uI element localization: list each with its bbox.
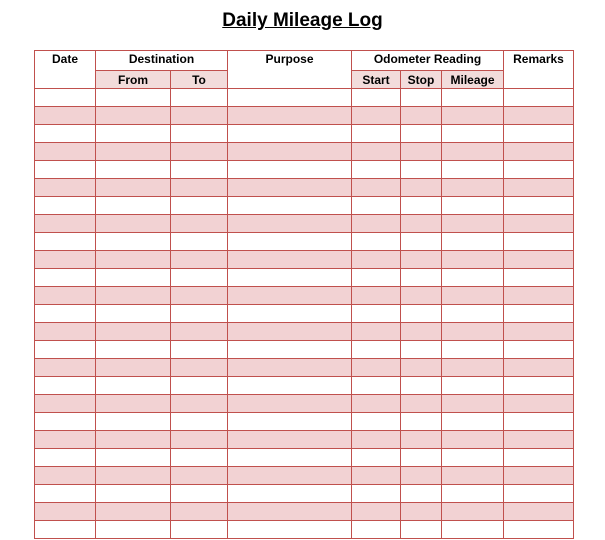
stop-cell[interactable] (401, 431, 442, 449)
mileage-cell[interactable] (442, 251, 504, 269)
to-cell[interactable] (171, 431, 228, 449)
start-cell[interactable] (352, 521, 401, 539)
start-cell[interactable] (352, 215, 401, 233)
to-cell[interactable] (171, 521, 228, 539)
log-body (35, 89, 574, 539)
to-cell[interactable] (171, 179, 228, 197)
stop-cell[interactable] (401, 467, 442, 485)
from-cell[interactable] (96, 467, 171, 485)
start-cell[interactable] (352, 89, 401, 107)
table-row (35, 125, 574, 143)
mileage-cell[interactable] (442, 125, 504, 143)
date-cell[interactable] (35, 305, 96, 323)
purpose-cell[interactable] (228, 197, 352, 215)
to-cell[interactable] (171, 305, 228, 323)
remarks-cell[interactable] (504, 503, 574, 521)
date-cell[interactable] (35, 431, 96, 449)
from-cell[interactable] (96, 323, 171, 341)
mileage-cell[interactable] (442, 323, 504, 341)
to-cell[interactable] (171, 161, 228, 179)
header-stop: Stop (401, 71, 442, 89)
purpose-cell[interactable] (228, 179, 352, 197)
remarks-cell[interactable] (504, 89, 574, 107)
mileage-cell[interactable] (442, 485, 504, 503)
from-cell[interactable] (96, 287, 171, 305)
start-cell[interactable] (352, 197, 401, 215)
start-cell[interactable] (352, 377, 401, 395)
start-cell[interactable] (352, 107, 401, 125)
purpose-cell[interactable] (228, 431, 352, 449)
table-row (35, 413, 574, 431)
table-row (35, 323, 574, 341)
purpose-cell[interactable] (228, 125, 352, 143)
remarks-cell[interactable] (504, 467, 574, 485)
date-cell[interactable] (35, 503, 96, 521)
remarks-cell[interactable] (504, 377, 574, 395)
purpose-cell[interactable] (228, 377, 352, 395)
remarks-cell[interactable] (504, 341, 574, 359)
remarks-cell[interactable] (504, 197, 574, 215)
stop-cell[interactable] (401, 179, 442, 197)
purpose-cell[interactable] (228, 449, 352, 467)
to-cell[interactable] (171, 89, 228, 107)
start-cell[interactable] (352, 143, 401, 161)
table-row (35, 377, 574, 395)
remarks-cell[interactable] (504, 431, 574, 449)
header-mileage: Mileage (442, 71, 504, 89)
date-cell[interactable] (35, 323, 96, 341)
mileage-cell[interactable] (442, 449, 504, 467)
table-row (35, 179, 574, 197)
stop-cell[interactable] (401, 269, 442, 287)
date-cell[interactable] (35, 377, 96, 395)
stop-cell[interactable] (401, 233, 442, 251)
table-row (35, 89, 574, 107)
date-cell[interactable] (35, 89, 96, 107)
date-cell[interactable] (35, 521, 96, 539)
mileage-cell[interactable] (442, 107, 504, 125)
date-cell[interactable] (35, 485, 96, 503)
purpose-cell[interactable] (228, 359, 352, 377)
start-cell[interactable] (352, 431, 401, 449)
from-cell[interactable] (96, 197, 171, 215)
stop-cell[interactable] (401, 125, 442, 143)
to-cell[interactable] (171, 359, 228, 377)
stop-cell[interactable] (401, 377, 442, 395)
header-odometer-reading: Odometer Reading (352, 51, 504, 71)
remarks-cell[interactable] (504, 449, 574, 467)
remarks-cell[interactable] (504, 161, 574, 179)
mileage-cell[interactable] (442, 431, 504, 449)
from-cell[interactable] (96, 179, 171, 197)
start-cell[interactable] (352, 449, 401, 467)
start-cell[interactable] (352, 233, 401, 251)
mileage-cell[interactable] (442, 521, 504, 539)
purpose-cell[interactable] (228, 395, 352, 413)
stop-cell[interactable] (401, 413, 442, 431)
stop-cell[interactable] (401, 449, 442, 467)
date-cell[interactable] (35, 215, 96, 233)
start-cell[interactable] (352, 179, 401, 197)
purpose-cell[interactable] (228, 287, 352, 305)
remarks-cell[interactable] (504, 521, 574, 539)
table-row (35, 269, 574, 287)
mileage-cell[interactable] (442, 233, 504, 251)
to-cell[interactable] (171, 377, 228, 395)
from-cell[interactable] (96, 341, 171, 359)
table-row (35, 395, 574, 413)
to-cell[interactable] (171, 341, 228, 359)
date-cell[interactable] (35, 449, 96, 467)
from-cell[interactable] (96, 485, 171, 503)
start-cell[interactable] (352, 125, 401, 143)
start-cell[interactable] (352, 503, 401, 521)
purpose-cell[interactable] (228, 143, 352, 161)
table-row (35, 449, 574, 467)
date-cell[interactable] (35, 161, 96, 179)
stop-cell[interactable] (401, 143, 442, 161)
remarks-cell[interactable] (504, 215, 574, 233)
start-cell[interactable] (352, 485, 401, 503)
date-cell[interactable] (35, 467, 96, 485)
remarks-cell[interactable] (504, 395, 574, 413)
purpose-cell[interactable] (228, 251, 352, 269)
to-cell[interactable] (171, 395, 228, 413)
date-cell[interactable] (35, 179, 96, 197)
to-cell[interactable] (171, 251, 228, 269)
mileage-cell[interactable] (442, 305, 504, 323)
stop-cell[interactable] (401, 485, 442, 503)
to-cell[interactable] (171, 287, 228, 305)
from-cell[interactable] (96, 305, 171, 323)
date-cell[interactable] (35, 359, 96, 377)
remarks-cell[interactable] (504, 485, 574, 503)
stop-cell[interactable] (401, 251, 442, 269)
from-cell[interactable] (96, 215, 171, 233)
remarks-cell[interactable] (504, 413, 574, 431)
from-cell[interactable] (96, 521, 171, 539)
date-cell[interactable] (35, 143, 96, 161)
stop-cell[interactable] (401, 161, 442, 179)
purpose-cell[interactable] (228, 269, 352, 287)
table-row (35, 521, 574, 539)
remarks-cell[interactable] (504, 107, 574, 125)
remarks-cell[interactable] (504, 179, 574, 197)
date-cell[interactable] (35, 395, 96, 413)
purpose-cell[interactable] (228, 305, 352, 323)
date-cell[interactable] (35, 107, 96, 125)
purpose-cell[interactable] (228, 413, 352, 431)
purpose-cell[interactable] (228, 161, 352, 179)
from-cell[interactable] (96, 377, 171, 395)
remarks-cell[interactable] (504, 305, 574, 323)
mileage-cell[interactable] (442, 269, 504, 287)
from-cell[interactable] (96, 143, 171, 161)
header-start: Start (352, 71, 401, 89)
table-row (35, 485, 574, 503)
start-cell[interactable] (352, 467, 401, 485)
mileage-cell[interactable] (442, 179, 504, 197)
to-cell[interactable] (171, 215, 228, 233)
header-remarks: Remarks (504, 51, 574, 89)
to-cell[interactable] (171, 107, 228, 125)
start-cell[interactable] (352, 359, 401, 377)
start-cell[interactable] (352, 251, 401, 269)
to-cell[interactable] (171, 269, 228, 287)
table-row (35, 251, 574, 269)
mileage-cell[interactable] (442, 395, 504, 413)
remarks-cell[interactable] (504, 233, 574, 251)
table-row (35, 215, 574, 233)
start-cell[interactable] (352, 287, 401, 305)
to-cell[interactable] (171, 503, 228, 521)
start-cell[interactable] (352, 269, 401, 287)
from-cell[interactable] (96, 359, 171, 377)
mileage-cell[interactable] (442, 287, 504, 305)
stop-cell[interactable] (401, 89, 442, 107)
purpose-cell[interactable] (228, 233, 352, 251)
remarks-cell[interactable] (504, 143, 574, 161)
from-cell[interactable] (96, 449, 171, 467)
header-purpose: Purpose (228, 51, 352, 89)
mileage-cell[interactable] (442, 503, 504, 521)
from-cell[interactable] (96, 431, 171, 449)
from-cell[interactable] (96, 503, 171, 521)
stop-cell[interactable] (401, 341, 442, 359)
to-cell[interactable] (171, 233, 228, 251)
table-row (35, 143, 574, 161)
stop-cell[interactable] (401, 287, 442, 305)
start-cell[interactable] (352, 395, 401, 413)
date-cell[interactable] (35, 197, 96, 215)
table-row (35, 161, 574, 179)
mileage-cell[interactable] (442, 413, 504, 431)
header-from: From (96, 71, 171, 89)
stop-cell[interactable] (401, 197, 442, 215)
header-date: Date (35, 51, 96, 89)
purpose-cell[interactable] (228, 503, 352, 521)
mileage-cell[interactable] (442, 215, 504, 233)
start-cell[interactable] (352, 341, 401, 359)
stop-cell[interactable] (401, 359, 442, 377)
table-row (35, 197, 574, 215)
from-cell[interactable] (96, 413, 171, 431)
mileage-cell[interactable] (442, 89, 504, 107)
stop-cell[interactable] (401, 323, 442, 341)
purpose-cell[interactable] (228, 89, 352, 107)
stop-cell[interactable] (401, 503, 442, 521)
remarks-cell[interactable] (504, 287, 574, 305)
purpose-cell[interactable] (228, 323, 352, 341)
table-row (35, 503, 574, 521)
to-cell[interactable] (171, 125, 228, 143)
purpose-cell[interactable] (228, 107, 352, 125)
stop-cell[interactable] (401, 395, 442, 413)
remarks-cell[interactable] (504, 125, 574, 143)
from-cell[interactable] (96, 233, 171, 251)
mileage-cell[interactable] (442, 341, 504, 359)
stop-cell[interactable] (401, 215, 442, 233)
date-cell[interactable] (35, 251, 96, 269)
from-cell[interactable] (96, 251, 171, 269)
to-cell[interactable] (171, 467, 228, 485)
mileage-cell[interactable] (442, 377, 504, 395)
start-cell[interactable] (352, 161, 401, 179)
purpose-cell[interactable] (228, 467, 352, 485)
stop-cell[interactable] (401, 521, 442, 539)
table-row (35, 305, 574, 323)
remarks-cell[interactable] (504, 359, 574, 377)
date-cell[interactable] (35, 269, 96, 287)
date-cell[interactable] (35, 413, 96, 431)
purpose-cell[interactable] (228, 341, 352, 359)
from-cell[interactable] (96, 395, 171, 413)
table-row (35, 107, 574, 125)
table-row (35, 467, 574, 485)
start-cell[interactable] (352, 323, 401, 341)
purpose-cell[interactable] (228, 485, 352, 503)
to-cell[interactable] (171, 323, 228, 341)
date-cell[interactable] (35, 233, 96, 251)
mileage-cell[interactable] (442, 467, 504, 485)
remarks-cell[interactable] (504, 269, 574, 287)
purpose-cell[interactable] (228, 521, 352, 539)
date-cell[interactable] (35, 341, 96, 359)
header-to: To (171, 71, 228, 89)
page-title: Daily Mileage Log (222, 10, 383, 31)
stop-cell[interactable] (401, 107, 442, 125)
to-cell[interactable] (171, 449, 228, 467)
table-row (35, 287, 574, 305)
table-row (35, 359, 574, 377)
date-cell[interactable] (35, 125, 96, 143)
from-cell[interactable] (96, 125, 171, 143)
to-cell[interactable] (171, 143, 228, 161)
table-row (35, 233, 574, 251)
to-cell[interactable] (171, 485, 228, 503)
mileage-log-table (34, 50, 574, 539)
from-cell[interactable] (96, 269, 171, 287)
from-cell[interactable] (96, 107, 171, 125)
to-cell[interactable] (171, 413, 228, 431)
start-cell[interactable] (352, 413, 401, 431)
mileage-cell[interactable] (442, 197, 504, 215)
table-row (35, 341, 574, 359)
table-row (35, 431, 574, 449)
from-cell[interactable] (96, 161, 171, 179)
remarks-cell[interactable] (504, 251, 574, 269)
purpose-cell[interactable] (228, 215, 352, 233)
stop-cell[interactable] (401, 305, 442, 323)
header-destination: Destination (96, 51, 228, 71)
mileage-cell[interactable] (442, 143, 504, 161)
mileage-cell[interactable] (442, 359, 504, 377)
from-cell[interactable] (96, 89, 171, 107)
start-cell[interactable] (352, 305, 401, 323)
remarks-cell[interactable] (504, 323, 574, 341)
to-cell[interactable] (171, 197, 228, 215)
mileage-cell[interactable] (442, 161, 504, 179)
date-cell[interactable] (35, 287, 96, 305)
